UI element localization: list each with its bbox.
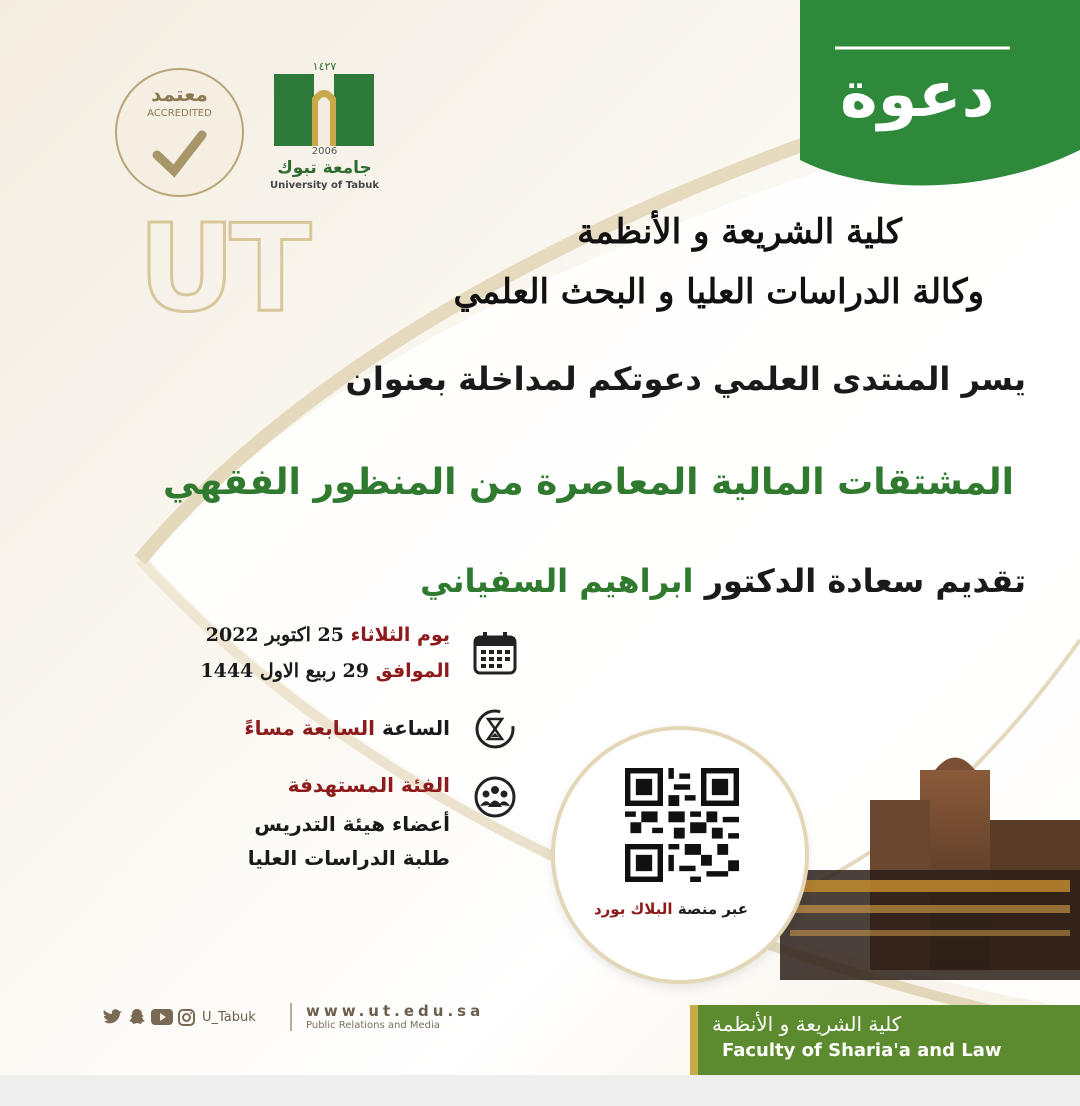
accredited-ar-text: معتمد (151, 82, 208, 106)
accredited-en-text: ACCREDITED (147, 108, 212, 119)
presenter-name: ابراهيم السفياني (420, 562, 694, 600)
audience-item: أعضاء هيئة التدريس (254, 812, 450, 836)
invitation-badge: دعوة (840, 58, 995, 132)
hijri-label: الموافق (375, 660, 450, 682)
faculty-en: Faculty of Sharia'a and Law (722, 1040, 1002, 1061)
time-line (244, 716, 450, 740)
bottom-strip (0, 1075, 1080, 1106)
time-label: الساعة (381, 716, 450, 740)
hijri-line (200, 660, 450, 682)
snapchat-icon[interactable] (128, 1008, 146, 1026)
university-emblem-icon (274, 74, 374, 146)
social-row (103, 1006, 256, 1028)
university-ar-name: جامعة تبوك (277, 158, 372, 178)
time-value: السابعة مساءً (244, 716, 375, 740)
website-url[interactable]: www.ut.edu.sa (306, 1002, 485, 1020)
platform-prefix: عبر منصة (677, 900, 749, 918)
college-name: كلية الشريعة و الأنظمة (577, 212, 902, 252)
lecture-title: المشتقات المالية المعاصرة من المنظور الفقهي (162, 462, 1014, 503)
university-en-name: University of Tabuk (270, 180, 379, 191)
checkmark-icon (152, 125, 207, 180)
footer-divider (290, 1003, 292, 1031)
day-label: يوم الثلاثاء (350, 624, 450, 646)
date-line (206, 624, 450, 646)
university-year: 2006 (311, 146, 338, 157)
day-value: 25 اكتوبر 2022 (205, 624, 344, 646)
university-logo (262, 60, 387, 195)
hijri-value: 29 ربيع الاول 1444 (200, 660, 369, 682)
accredited-seal (115, 68, 244, 197)
qr-circle (555, 730, 805, 980)
qr-code-icon[interactable] (625, 768, 739, 882)
presenter-prefix: تقديم سعادة الدكتور (704, 562, 1026, 600)
twitter-icon[interactable] (103, 1008, 123, 1026)
ut-watermark: UT (138, 200, 306, 339)
social-handle[interactable]: U_Tabuk (202, 1009, 256, 1025)
deanship-name: وكالة الدراسات العليا و البحث العلمي (453, 272, 984, 312)
instagram-icon[interactable] (178, 1009, 195, 1026)
youtube-icon[interactable] (151, 1009, 173, 1025)
faculty-ar: كلية الشريعة و الأنظمة (712, 1012, 902, 1036)
audience-group-icon (472, 774, 518, 820)
website-dept: Public Relations and Media (306, 1020, 440, 1031)
calendar-icon (472, 630, 518, 676)
platform-name: البلاك بورد (593, 900, 673, 918)
intro-text: يسر المنتدى العلمي دعوتكم لمداخلة بعنوان (345, 360, 1026, 398)
audience-item: طلبة الدراسات العليا (247, 846, 450, 870)
audience-label: الفئة المستهدفة (287, 773, 450, 797)
university-year-top: ١٤٢٧ (312, 60, 337, 73)
presenter-line (420, 562, 1026, 600)
platform-line (555, 900, 787, 918)
hourglass-clock-icon (472, 706, 518, 752)
